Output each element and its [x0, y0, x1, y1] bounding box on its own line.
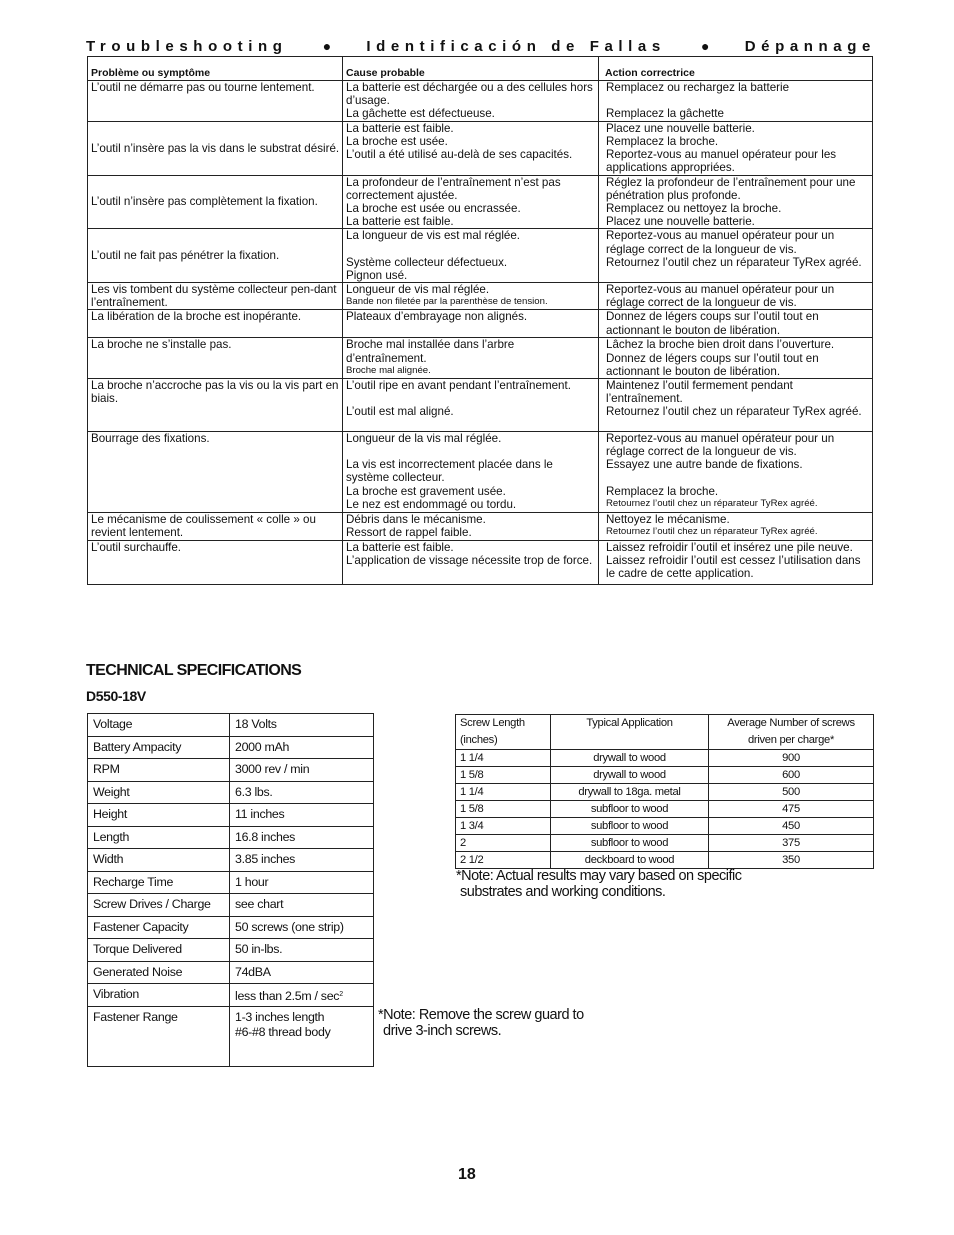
specs-table	[87, 713, 374, 1067]
troubleshooting-table	[87, 56, 873, 585]
spec-value-text: see chart	[235, 897, 284, 911]
screw-chart-row	[456, 801, 874, 818]
action-cell	[599, 541, 873, 585]
spec-value-text: 16.8 inches	[235, 829, 296, 844]
spec-value	[230, 916, 374, 939]
spec-label: Torque Delivered	[88, 939, 230, 962]
table-row	[88, 379, 873, 432]
cause-text: Le nez est endommagé ou tordu.	[346, 497, 517, 511]
table-row	[88, 121, 873, 175]
cause-text: La batterie est faible.	[346, 541, 454, 555]
problem-cell	[88, 432, 343, 513]
cause-text	[346, 392, 596, 405]
screw-chart-header-row	[456, 715, 874, 750]
screw-chart-row	[456, 835, 874, 852]
cause-cell	[343, 541, 599, 585]
screw-chart-table	[455, 714, 874, 869]
cause-cell	[343, 283, 599, 310]
header-depannage: Dépannage	[744, 37, 876, 55]
spec-row	[88, 826, 374, 849]
action-text: Retournez l’outil chez un réparateur TyRex agréé.	[606, 526, 818, 538]
cause-text	[346, 243, 596, 256]
action-text: Reportez-vous au manuel opérateur pour les applications appropriées.	[606, 148, 837, 175]
cause-text: La batterie est faible.	[346, 121, 454, 135]
action-cell	[599, 379, 873, 432]
cause-text: Débris dans le mécanisme.	[346, 513, 486, 527]
spec-row	[88, 781, 374, 804]
screw-chart-row	[456, 784, 874, 801]
table-row	[88, 175, 873, 229]
problem-text: Les vis tombent du système collecteur pen-dant l’entraînement.	[91, 283, 337, 310]
spec-value-text: 50 screws (one strip)	[235, 919, 344, 934]
problem-cell	[88, 121, 343, 175]
action-text: Laissez refroidir l’outil et insérez une pile neuve.	[606, 541, 853, 555]
spec-label: Recharge Time	[88, 871, 230, 894]
spec-label: RPM	[88, 759, 230, 782]
application-cell: drywall to wood	[551, 767, 709, 784]
action-text: Retournez l’outil chez un réparateur TyRex agréé.	[606, 405, 862, 419]
table-header-row	[88, 57, 873, 81]
problem-text: L’outil surchauffe.	[91, 541, 182, 555]
spec-row	[88, 961, 374, 984]
spec-value-text: 11 inches	[235, 807, 285, 821]
screw-length-cell: 1 5/8	[456, 801, 551, 818]
spec-value-text: 3000 rev / min	[235, 762, 310, 776]
screw-chart-row	[456, 767, 874, 784]
action-text	[606, 94, 870, 107]
cause-cell	[343, 81, 599, 122]
screw-length-cell: 2 1/2	[456, 852, 551, 869]
application-cell: subfloor to wood	[551, 801, 709, 818]
action-text: Retournez l’outil chez un réparateur TyRex agréé.	[606, 497, 818, 509]
cause-text	[346, 445, 596, 458]
cause-cell	[343, 121, 599, 175]
column-header-cause: Cause probable	[343, 57, 599, 81]
spec-label: Screw Drives / Charge	[88, 894, 230, 917]
action-cell	[599, 338, 873, 379]
problem-text: L’outil ne fait pas pénétrer la fixation.	[91, 249, 280, 263]
screw-count-cell: 375	[709, 835, 874, 852]
column-header-action: Action correctrice	[599, 57, 873, 81]
action-text: Remplacez la broche.	[606, 484, 719, 498]
application-cell: subfloor to wood	[551, 818, 709, 835]
spec-superscript: 2	[339, 991, 343, 998]
spec-value	[230, 714, 374, 737]
table-row	[88, 432, 873, 513]
spec-label: Height	[88, 804, 230, 827]
header-troubleshooting: Troubleshooting	[86, 37, 288, 55]
action-text	[606, 472, 870, 485]
problem-text: La broche n’accroche pas la vis ou la vis part en biais.	[91, 379, 339, 406]
spec-row	[88, 849, 374, 872]
problem-text: L’outil n’insère pas complètement la fixation.	[91, 195, 318, 209]
action-text: Laissez refroidir l’outil est cessez l’utilisation dans le cadre de cette application.	[606, 554, 861, 581]
table-row	[88, 541, 873, 585]
action-cell	[599, 432, 873, 513]
spec-value-text: 3.85 inches	[235, 852, 296, 866]
spec-value	[230, 984, 374, 1007]
action-cell	[599, 81, 873, 122]
screw-chart-row	[456, 852, 874, 869]
cause-text: L’application de vissage nécessite trop de force.	[346, 554, 593, 568]
problem-text: Bourrage des fixations.	[91, 432, 210, 446]
spec-value-text: #6-#8 thread body	[235, 1024, 331, 1039]
spec-label: Length	[88, 826, 230, 849]
column-header-average-screws: Average Number of screws driven per charge*	[709, 715, 874, 750]
action-cell	[599, 283, 873, 310]
action-cell	[599, 121, 873, 175]
spec-row	[88, 714, 374, 737]
action-text: Essayez une autre bande de fixations.	[606, 458, 803, 472]
action-text: Remplacez la gâchette	[606, 107, 724, 121]
action-text: Lâchez la broche bien droit dans l’ouverture.	[606, 338, 835, 352]
spec-value-text: 50 in-lbs.	[235, 942, 283, 956]
spec-row	[88, 804, 374, 827]
table-row	[88, 283, 873, 310]
spec-row	[88, 984, 374, 1007]
spec-row	[88, 871, 374, 894]
problem-text: La broche ne s’installe pas.	[91, 338, 232, 352]
cause-text: La batterie est faible.	[346, 215, 454, 229]
cause-text: Broche mal installée dans l’arbre d’entraînement.	[346, 338, 515, 365]
cause-cell	[343, 432, 599, 513]
action-text: Placez une nouvelle batterie.	[606, 215, 755, 229]
screw-count-cell: 900	[709, 750, 874, 767]
action-cell	[599, 175, 873, 229]
spec-value-text: 74dBA	[235, 964, 271, 979]
cause-text: Longueur de la vis mal réglée.	[346, 432, 502, 446]
page-number: 18	[458, 1166, 476, 1183]
spec-value	[230, 894, 374, 917]
cause-text: Ressort de rappel faible.	[346, 526, 472, 540]
cause-cell	[343, 229, 599, 283]
spec-value-text: 18 Volts	[235, 717, 277, 731]
cause-cell	[343, 175, 599, 229]
spec-label: Battery Ampacity	[88, 736, 230, 759]
cause-text: La profondeur de l’entraînement n’est pas correctement ajustée.	[346, 175, 561, 202]
spec-row	[88, 1006, 374, 1066]
action-text: Réglez la profondeur de l’entraînement pour une pénétration plus profonde.	[606, 175, 856, 202]
problem-text: La libération de la broche est inopérante.	[91, 310, 302, 324]
cause-text: L’outil est mal aligné.	[346, 405, 454, 419]
problem-cell	[88, 310, 343, 338]
spec-value	[230, 804, 374, 827]
spec-label: Fastener Capacity	[88, 916, 230, 939]
action-text: Donnez de légers coups sur l’outil tout en actionnant le bouton de libération.	[606, 310, 819, 337]
action-text: Placez une nouvelle batterie.	[606, 121, 755, 135]
spec-value	[230, 961, 374, 984]
action-text: Retournez l’outil chez un réparateur TyRex agréé.	[606, 255, 862, 269]
problem-cell	[88, 379, 343, 432]
table-row	[88, 338, 873, 379]
spec-value-text: 1 hour	[235, 874, 269, 889]
cause-text: La gâchette est défectueuse.	[346, 107, 495, 121]
column-header-screw-length: Screw Length (inches)	[456, 715, 551, 750]
spec-value	[230, 849, 374, 872]
screw-count-cell: 350	[709, 852, 874, 869]
action-cell	[599, 513, 873, 541]
spec-value	[230, 826, 374, 849]
spec-value	[230, 939, 374, 962]
screw-chart-row	[456, 750, 874, 767]
cause-text: La broche est usée.	[346, 134, 448, 148]
spec-row	[88, 916, 374, 939]
header-identificacion: Identificación de Fallas	[366, 37, 666, 55]
cause-text: Système collecteur défectueux.	[346, 255, 508, 269]
table-row	[88, 310, 873, 338]
problem-cell	[88, 541, 343, 585]
spec-row	[88, 759, 374, 782]
problem-text: Le mécanisme de coulissement « colle » ou revient lentement.	[91, 513, 316, 540]
spec-value-text: 1-3 inches length	[235, 1009, 325, 1024]
spec-value-text: 6.3 lbs.	[235, 784, 273, 799]
problem-cell	[88, 229, 343, 283]
spec-value	[230, 736, 374, 759]
cause-text: L’outil ripe en avant pendant l’entraînement.	[346, 379, 571, 393]
column-header-problem: Problème ou symptôme	[88, 57, 343, 81]
spec-label: Fastener Range	[88, 1006, 230, 1066]
screw-count-cell: 600	[709, 767, 874, 784]
cause-text: La batterie est déchargée ou a des cellules hors d’usage.	[346, 81, 593, 108]
spec-row	[88, 736, 374, 759]
screw-count-cell: 450	[709, 818, 874, 835]
cause-text: La vis est incorrectement placée dans le système collecteur.	[346, 458, 553, 485]
action-cell	[599, 229, 873, 283]
problem-cell	[88, 283, 343, 310]
header-bullet: ●	[322, 38, 332, 54]
spec-label: Vibration	[88, 984, 230, 1007]
cause-text: La longueur de vis est mal réglée.	[346, 229, 521, 243]
spec-value-text: 2000 mAh	[235, 739, 290, 754]
cause-text: Bande non filetée par la parenthèse de tension.	[346, 296, 548, 308]
problem-text: L’outil ne démarre pas ou tourne lentement.	[91, 81, 315, 94]
cause-text: Plateaux d’embrayage non alignés.	[346, 310, 528, 324]
spec-row	[88, 894, 374, 917]
spec-label: Voltage	[88, 714, 230, 737]
header-bullet: ●	[701, 38, 710, 54]
application-cell: drywall to wood	[551, 750, 709, 767]
action-text: Nettoyez le mécanisme.	[606, 513, 730, 527]
cause-text: Longueur de vis mal réglée.	[346, 283, 490, 297]
cause-text: Pignon usé.	[346, 268, 408, 282]
screw-length-cell: 1 1/4	[456, 784, 551, 801]
problem-cell	[88, 513, 343, 541]
spec-value	[230, 759, 374, 782]
cause-cell	[343, 338, 599, 379]
action-text: Remplacez ou nettoyez la broche.	[606, 202, 782, 216]
table-row	[88, 229, 873, 283]
application-cell: subfloor to wood	[551, 835, 709, 852]
note-actual-results: *Note: Actual results may vary based on specific substrates and working conditions.	[456, 868, 742, 900]
cause-text: La broche est usée ou encrassée.	[346, 202, 521, 216]
screw-chart-row	[456, 818, 874, 835]
screw-length-cell: 1 1/4	[456, 750, 551, 767]
problem-cell	[88, 81, 343, 122]
tech-specs-title: TECHNICAL SPECIFICATIONS	[86, 662, 302, 679]
action-cell	[599, 310, 873, 338]
application-cell: deckboard to wood	[551, 852, 709, 869]
spec-label: Weight	[88, 781, 230, 804]
spec-label: Width	[88, 849, 230, 872]
page-header	[86, 36, 876, 56]
cause-cell	[343, 310, 599, 338]
table-row	[88, 81, 873, 122]
problem-text: L’outil n’insère pas la vis dans le substrat désiré.	[91, 141, 340, 155]
action-text: Remplacez la broche.	[606, 134, 719, 148]
cause-text: La broche est gravement usée.	[346, 484, 506, 498]
model-number: D550-18V	[86, 688, 146, 704]
spec-label: Generated Noise	[88, 961, 230, 984]
spec-row	[88, 939, 374, 962]
note-screw-guard: *Note: Remove the screw guard to drive 3-inch screws.	[378, 1007, 584, 1039]
cause-text: L’outil a été utilisé au-delà de ses capacités.	[346, 148, 573, 162]
action-text: Maintenez l’outil fermement pendant l’entraînement.	[606, 379, 793, 406]
screw-length-cell: 1 3/4	[456, 818, 551, 835]
cause-text: Broche mal alignée.	[346, 364, 431, 376]
spec-value	[230, 871, 374, 894]
spec-value-text: less than 2.5m / sec	[235, 989, 340, 1003]
action-text: Donnez de légers coups sur l’outil tout en actionnant le bouton de libération.	[606, 351, 819, 378]
troubleshooting-body	[88, 81, 873, 585]
action-text: Remplacez ou rechargez la batterie	[606, 81, 790, 94]
action-text: Reportez-vous au manuel opérateur pour un réglage correct de la longueur de vis.	[606, 432, 835, 459]
spec-value	[230, 1006, 374, 1066]
application-cell: drywall to 18ga. metal	[551, 784, 709, 801]
cause-cell	[343, 513, 599, 541]
screw-count-cell: 475	[709, 801, 874, 818]
table-row	[88, 513, 873, 541]
action-text: Reportez-vous au manuel opérateur pour un réglage correct de la longueur de vis.	[606, 229, 835, 256]
screw-count-cell: 500	[709, 784, 874, 801]
spec-value	[230, 781, 374, 804]
screw-length-cell: 1 5/8	[456, 767, 551, 784]
cause-cell	[343, 379, 599, 432]
problem-cell	[88, 338, 343, 379]
action-text: Reportez-vous au manuel opérateur pour un réglage correct de la longueur de vis.	[606, 283, 835, 310]
screw-length-cell: 2	[456, 835, 551, 852]
column-header-application: Typical Application	[551, 715, 709, 750]
problem-cell	[88, 175, 343, 229]
